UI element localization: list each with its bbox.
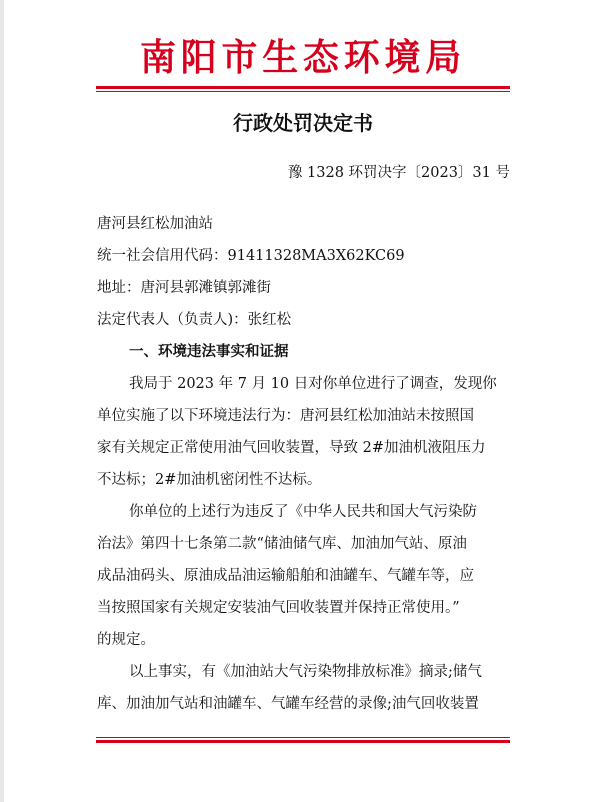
party-name: 唐河县红松加油站 bbox=[97, 216, 213, 232]
section-heading: 一、环境违法事实和证据 bbox=[129, 344, 289, 360]
representative-line: 法定代表人（负责人)：张红松 bbox=[97, 312, 292, 328]
paragraph-line: 单位实施了以下环境违法行为：唐河县红松加油站未按照国 bbox=[97, 408, 474, 424]
page-edge-strip bbox=[0, 0, 4, 802]
header-rule-thick bbox=[96, 86, 510, 89]
paragraph-line: 我局于 2023 年 7 月 10 日对你单位进行了调查，发现你 bbox=[129, 376, 497, 392]
paragraph-line: 成品油码头、原油成品油运输船舶和油罐车、气罐车等，应 bbox=[97, 568, 474, 584]
header-rule-thin bbox=[96, 91, 510, 92]
document-number: 豫 1328 环罚决字〔2023〕31 号 bbox=[287, 165, 510, 181]
credit-code-line: 统一社会信用代码：91411328MA3X62KC69 bbox=[97, 248, 405, 264]
paragraph-line: 当按照国家有关规定安装油气回收装置并保持正常使用。” bbox=[97, 600, 460, 616]
agency-header-title: 南阳市生态环境局 bbox=[140, 35, 466, 79]
paragraph-line: 以上事实，有《加油站大气污染物排放标准》摘录;储气 bbox=[129, 664, 482, 680]
document-title: 行政处罚决定书 bbox=[233, 111, 373, 135]
paragraph-line: 的规定。 bbox=[97, 632, 155, 648]
paragraph-line: 库、加油加气站和油罐车、气罐车经营的录像;油气回收装置 bbox=[97, 696, 479, 712]
paragraph-line: 治法》第四十七条第二款“储油储气库、加油加气站、原油 bbox=[97, 536, 467, 552]
paragraph-line: 家有关规定正常使用油气回收装置，导致 2#加油机液阻压力 bbox=[97, 440, 486, 456]
footer-rule-thick bbox=[96, 740, 510, 743]
paragraph-line: 你单位的上述行为违反了《中华人民共和国大气污染防 bbox=[129, 504, 477, 520]
address-line: 地址：唐河县郭滩镇郭滩街 bbox=[97, 280, 271, 296]
footer-rule-thin bbox=[96, 737, 510, 738]
paragraph-line: 不达标；2#加油机密闭性不达标。 bbox=[97, 472, 322, 488]
